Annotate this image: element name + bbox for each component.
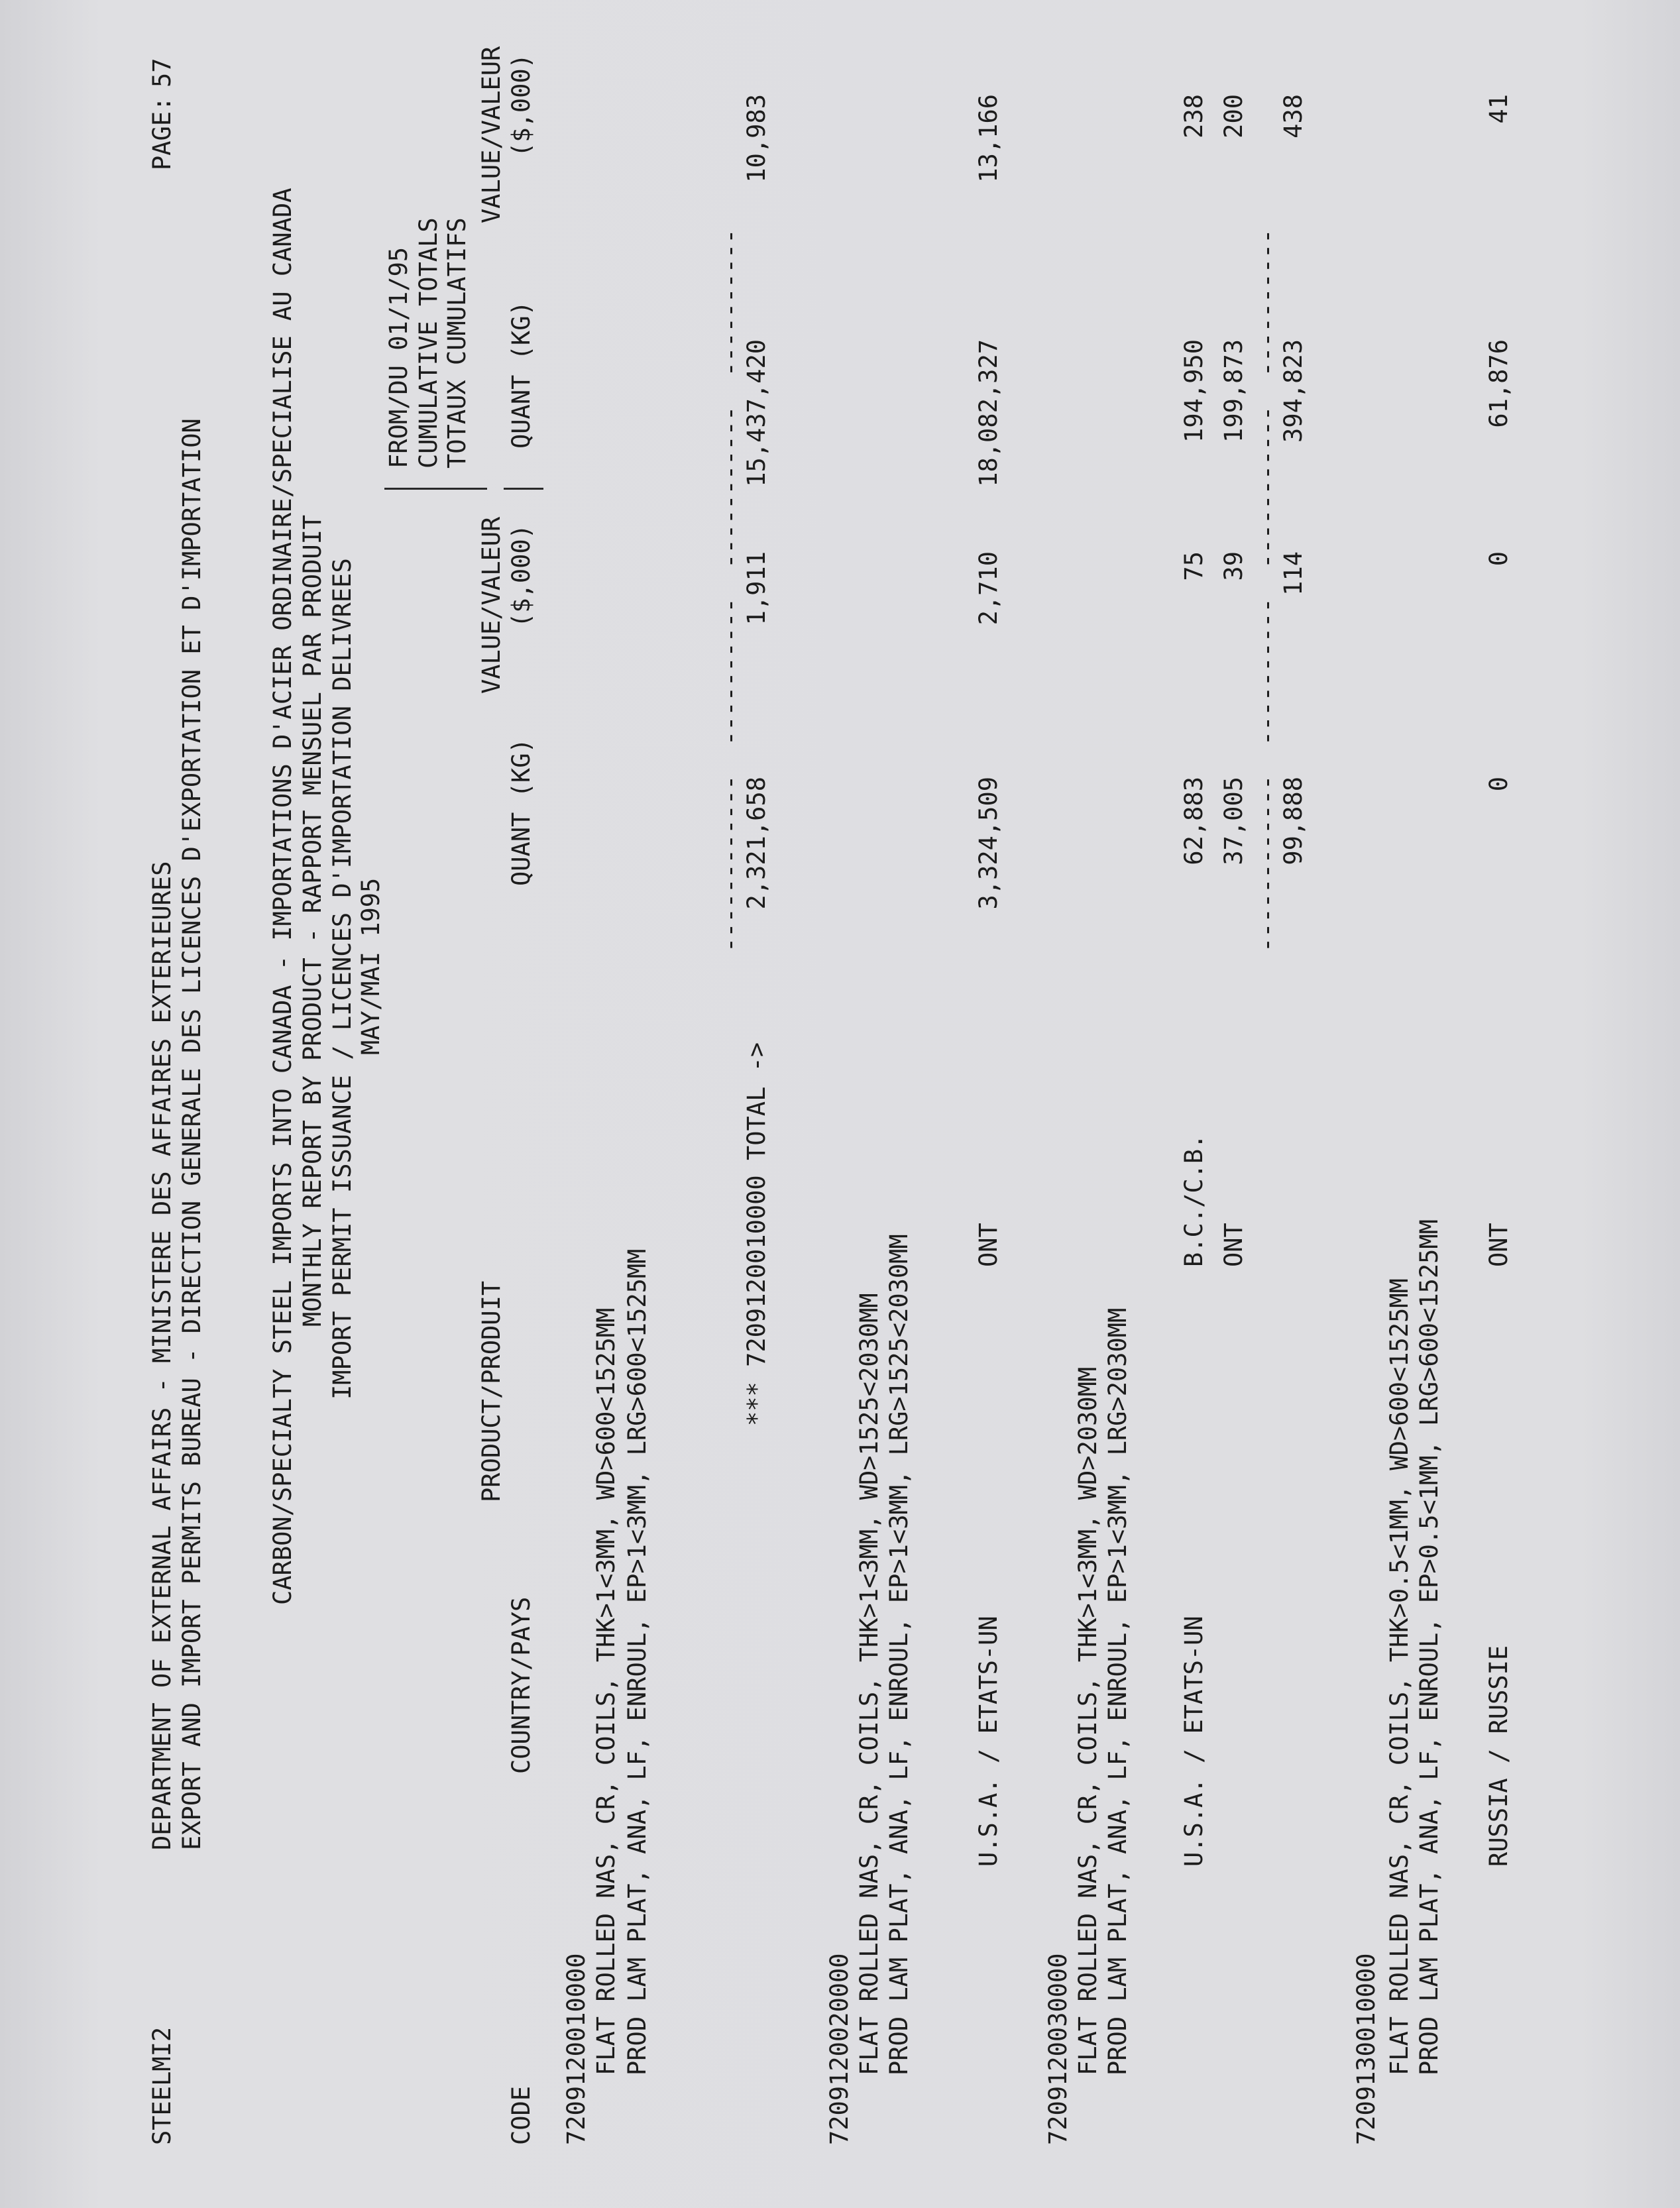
total-value: 1,911 xyxy=(742,551,771,626)
product-description-en: FLAT ROLLED NAS, CR, COILS, THK>1<3MM, WD>600<1525MM xyxy=(592,1307,620,2075)
country-name: RUSSIA / RUSSIE xyxy=(1484,1645,1513,1867)
quant-value: 62,883 xyxy=(1180,777,1208,865)
column-divider xyxy=(504,488,543,490)
province: ONT xyxy=(1219,1223,1248,1267)
cum-value-amount: 200 xyxy=(1219,94,1248,138)
cum-quant-value: 194,950 xyxy=(1180,339,1208,443)
cumulative-label-fr: TOTAUX CUMULATIFS xyxy=(443,217,471,469)
product-description-fr: PROD LAM PLAT, ANA, LF, ENROUL, EP>1<3MM, LRG>600<1525MM xyxy=(623,1248,651,2075)
section-total-label: *** 7209120010000 TOTAL -> xyxy=(742,1042,771,1426)
country-name: U.S.A. / ETATS-UN xyxy=(1180,1616,1208,1867)
quant-value: 37,005 xyxy=(1219,777,1248,865)
cum-value-amount: 13,166 xyxy=(974,94,1003,183)
cum-quant-value: 61,876 xyxy=(1484,339,1513,428)
product-description-en: FLAT ROLLED NAS, CR, COILS, THK>1<3MM, WD>1525<2030MM xyxy=(855,1293,883,2075)
quant-value: 3,324,509 xyxy=(974,777,1003,910)
subtotal-separator: ------------ ---------- ----------- ---------- xyxy=(1253,229,1281,952)
total-cum-value: 10,983 xyxy=(742,94,771,183)
value-amount: 75 xyxy=(1180,551,1208,581)
department-line-2: EXPORT AND IMPORT PERMITS BUREAU - DIRECTION GENERALE DES LICENCES D'EXPORTATION ET D'IMPORTATION xyxy=(178,418,206,1850)
total-separator: ------------ ---------- ----------- ---------- xyxy=(716,229,744,952)
product-description-en: FLAT ROLLED NAS, CR, COILS, THK>0.5<1MM, WD>600<1525MM xyxy=(1385,1278,1414,2075)
product-code: 7209120020000 xyxy=(825,1953,854,2145)
column-header-value: VALUE/VALEUR xyxy=(477,516,506,694)
value-amount: 2,710 xyxy=(974,551,1003,626)
cumulative-from-date: FROM/DU 01/1/95 xyxy=(384,247,413,469)
cum-value-amount: 238 xyxy=(1180,94,1208,138)
report-title-1: CARBON/SPECIALTY STEEL IMPORTS INTO CANADA - IMPORTATIONS D'ACIER ORDINAIRE/SPECIALISE AU CANADA xyxy=(268,188,297,1605)
total-quant: 2,321,658 xyxy=(742,777,771,910)
product-description-fr: PROD LAM PLAT, ANA, LF, ENROUL, EP>1<3MM, LRG>2030MM xyxy=(1103,1307,1132,2075)
product-description-fr: PROD LAM PLAT, ANA, LF, ENROUL, EP>1<3MM, LRG>1525<2030MM xyxy=(885,1234,913,2075)
value-amount: 39 xyxy=(1219,551,1248,581)
cum-quant-value: 18,082,327 xyxy=(974,339,1003,487)
column-header-cum-value: VALUE/VALEUR xyxy=(477,46,506,223)
total-cum-quant: 15,437,420 xyxy=(742,339,771,487)
column-header-cum-value-unit: ($,000) xyxy=(507,54,535,157)
report-title-3: IMPORT PERMIT ISSUANCE / LICENCES D'IMPORTATION DELIVREES xyxy=(328,558,357,1400)
cumulative-label-en: CUMULATIVE TOTALS xyxy=(414,217,443,469)
product-code: 7209130010000 xyxy=(1352,1953,1380,2145)
column-header-country: COUNTRY/PAYS xyxy=(507,1596,535,1774)
department-line-1: DEPARTMENT OF EXTERNAL AFFAIRS - MINISTERE DES AFFAIRES EXTERIEURES xyxy=(148,861,176,1850)
column-header-quant: QUANT (KG) xyxy=(507,738,535,886)
page-label: PAGE: xyxy=(148,96,176,170)
quant-value: 0 xyxy=(1484,777,1513,792)
country-name: U.S.A. / ETATS-UN xyxy=(974,1616,1003,1867)
report-title-2: MONTHLY REPORT BY PRODUCT - RAPPORT MENSUEL PAR PRODUIT xyxy=(298,514,327,1327)
product-description-en: FLAT ROLLED NAS, CR, COILS, THK>1<3MM, WD>2030MM xyxy=(1074,1366,1102,2075)
subtotal-cum-quant: 394,823 xyxy=(1279,339,1308,443)
cum-value-amount: 41 xyxy=(1484,94,1513,124)
column-header-value-unit: ($,000) xyxy=(507,524,535,628)
program-id: STEELMI2 xyxy=(148,2026,176,2145)
product-description-fr: PROD LAM PLAT, ANA, LF, ENROUL, EP>0.5<1MM, LRG>600<1525MM xyxy=(1415,1219,1443,2075)
page-number: 57 xyxy=(148,58,176,87)
subtotal-cum-value: 438 xyxy=(1279,94,1308,138)
subtotal-quant: 99,888 xyxy=(1279,777,1308,865)
subtotal-value: 114 xyxy=(1279,551,1308,596)
value-amount: 0 xyxy=(1484,551,1513,567)
province: ONT xyxy=(974,1223,1003,1267)
column-header-cum-quant: QUANT (KG) xyxy=(507,301,535,449)
product-code: 7209120030000 xyxy=(1044,1953,1072,2145)
column-header-code: CODE xyxy=(507,2085,535,2145)
product-code: 7209120010000 xyxy=(562,1953,590,2145)
column-divider xyxy=(384,488,487,490)
column-header-product: PRODUCT/PRODUIT xyxy=(477,1280,506,1502)
report-period: MAY/MAI 1995 xyxy=(357,877,385,1055)
province: ONT xyxy=(1484,1223,1513,1267)
province: B.C./C.B. xyxy=(1180,1134,1208,1267)
cum-quant-value: 199,873 xyxy=(1219,339,1248,443)
